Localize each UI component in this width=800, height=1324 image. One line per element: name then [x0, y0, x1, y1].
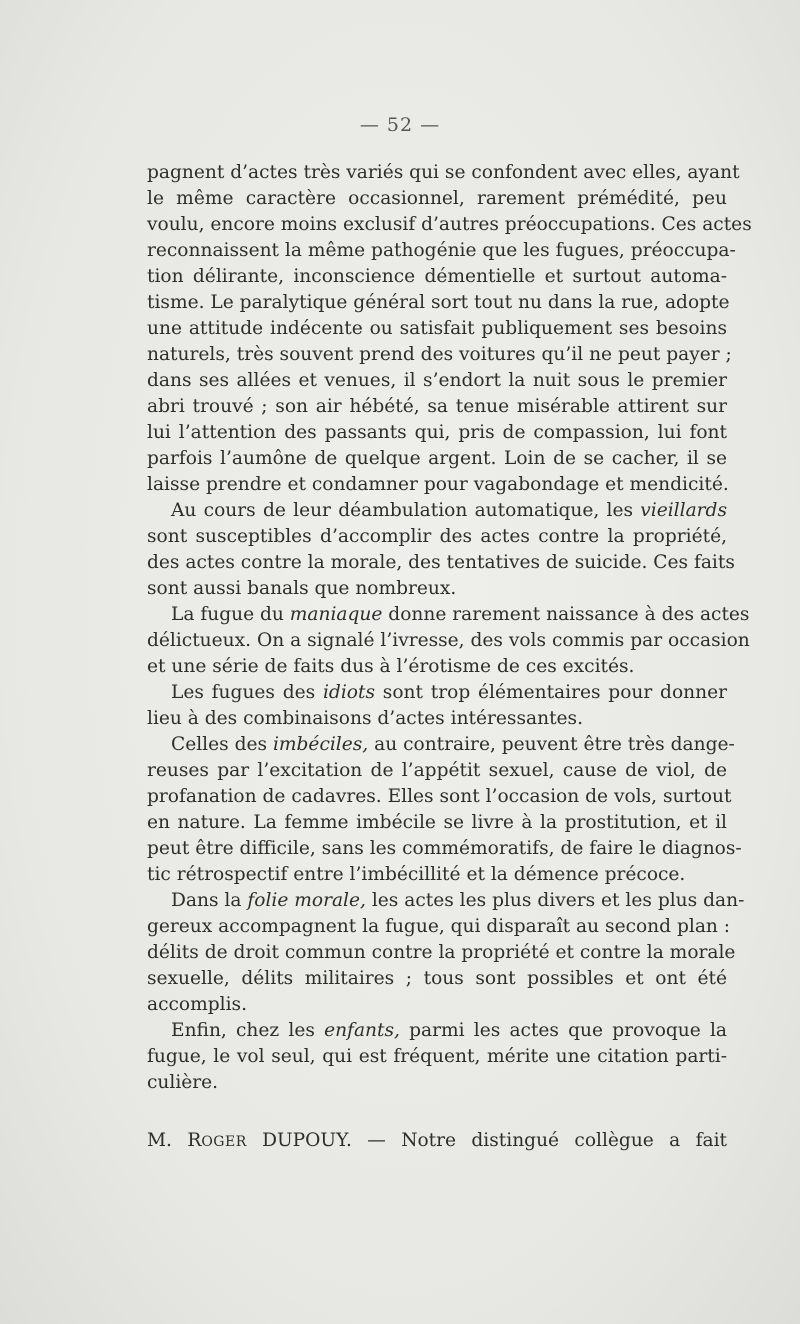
- text-line: [147, 602, 750, 628]
- text-line: parfois l’aumône de quelque argent. Loin de se cacher, il se: [147, 448, 727, 469]
- closing-paragraph: [147, 1128, 727, 1154]
- line-text: Les fugues des: [171, 682, 323, 703]
- speaker-surname: DUPOUY.: [246, 1130, 352, 1151]
- text-line: et une série de faits dus à l’érotisme de ces excités.: [147, 656, 635, 677]
- text-line: délictueux. On a signalé l’ivresse, des vols commis par occasion: [147, 630, 750, 651]
- text-line: profanation de cadavres. Elles sont l’occasion de vols, surtout: [147, 786, 732, 807]
- text-line: délits de droit commun contre la propriété et contre la morale: [147, 942, 736, 963]
- emphasis-text: maniaque: [289, 604, 383, 625]
- text-line: le même caractère occasionnel, rarement prémédité, peu: [147, 188, 727, 209]
- text-line: reconnaissent la même pathogénie que les fugues, préoccupa-: [147, 240, 736, 261]
- text-line: tic rétrospectif entre l’imbécillité et la démence précoce.: [147, 864, 686, 885]
- emphasis-text: imbéciles,: [272, 734, 369, 755]
- closing-prefix: M.: [147, 1130, 188, 1151]
- text-line: une attitude indécente ou satisfait publiquement ses besoins: [147, 318, 727, 339]
- text-line: reuses par l’excitation de l’appétit sexuel, cause de viol, de: [147, 760, 727, 781]
- text-line: accomplis.: [147, 994, 247, 1015]
- text-line: tisme. Le paralytique général sort tout nu dans la rue, adopte: [147, 292, 730, 313]
- text-line: sont aussi banals que nombreux.: [147, 578, 457, 599]
- text-line: culière.: [147, 1072, 219, 1093]
- text-line: tion délirante, inconscience démentielle et surtout automa-: [147, 266, 727, 287]
- text-line: gereux accompagnent la fugue, qui disparaît au second plan :: [147, 916, 731, 937]
- text-line: laisse prendre et condamner pour vagabondage et mendicité.: [147, 474, 729, 495]
- text-line: [147, 498, 727, 524]
- text-line: [147, 680, 727, 706]
- text-line: pagnent d’actes très variés qui se confondent avec elles, ayant: [147, 162, 740, 183]
- text-line: voulu, encore moins exclusif d’autres préoccupations. Ces actes: [147, 214, 752, 235]
- emphasis-text: folie morale,: [247, 890, 366, 911]
- text-line: en nature. La femme imbécile se livre à la prostitution, et il: [147, 812, 727, 833]
- line-text: Dans la: [171, 890, 248, 911]
- line-text: Au cours de leur déambulation automatique, les: [171, 500, 641, 521]
- text-line: lieu à des combinaisons d’actes intéressantes.: [147, 708, 583, 729]
- closing-text: — Notre distingué collègue a fait: [351, 1130, 727, 1151]
- line-text: au contraire, peuvent être très dange-: [368, 734, 735, 755]
- line-text: les actes les plus divers et les plus dan-: [365, 890, 745, 911]
- text-line: sexuelle, délits militaires ; tous sont possibles et ont été: [147, 968, 727, 989]
- text-line: lui l’attention des passants qui, pris de compassion, lui font: [147, 422, 727, 443]
- body-text: [147, 160, 752, 1096]
- text-line: naturels, très souvent prend des voitures qu’il ne peut payer ;: [147, 344, 732, 365]
- speaker-initial: R: [187, 1130, 202, 1151]
- page-number: — 52 —: [359, 114, 441, 136]
- emphasis-text: idiots: [322, 682, 375, 703]
- closing-line: [147, 1128, 727, 1154]
- text-line: abri trouvé ; son air hébété, sa tenue misérable attirent sur: [147, 396, 727, 417]
- text-line: sont susceptibles d’accomplir des actes contre la propriété,: [147, 526, 727, 547]
- emphasis-text: enfants,: [324, 1020, 400, 1041]
- text-line: [147, 1018, 727, 1044]
- line-text: parmi les actes que provoque la: [399, 1020, 727, 1041]
- speaker-smallcaps: OGER: [201, 1134, 247, 1150]
- emphasis-text: vieillards: [640, 500, 727, 521]
- text-line: fugue, le vol seul, qui est fréquent, mérite une citation parti-: [147, 1046, 727, 1067]
- text-line: [147, 888, 745, 914]
- text-line: [147, 732, 735, 758]
- line-text: sont trop élémentaires pour donner: [375, 682, 727, 703]
- line-text: Enfin, chez les: [171, 1020, 325, 1041]
- text-line: des actes contre la morale, des tentatives de suicide. Ces faits: [147, 552, 735, 573]
- text-line: peut être difficile, sans les commémoratifs, de faire le diagnos-: [147, 838, 742, 859]
- line-text: donne rarement naissance à des actes: [382, 604, 750, 625]
- line-text: Celles des: [171, 734, 273, 755]
- line-text: La fugue du: [171, 604, 290, 625]
- text-line: dans ses allées et venues, il s’endort la nuit sous le premier: [147, 370, 727, 391]
